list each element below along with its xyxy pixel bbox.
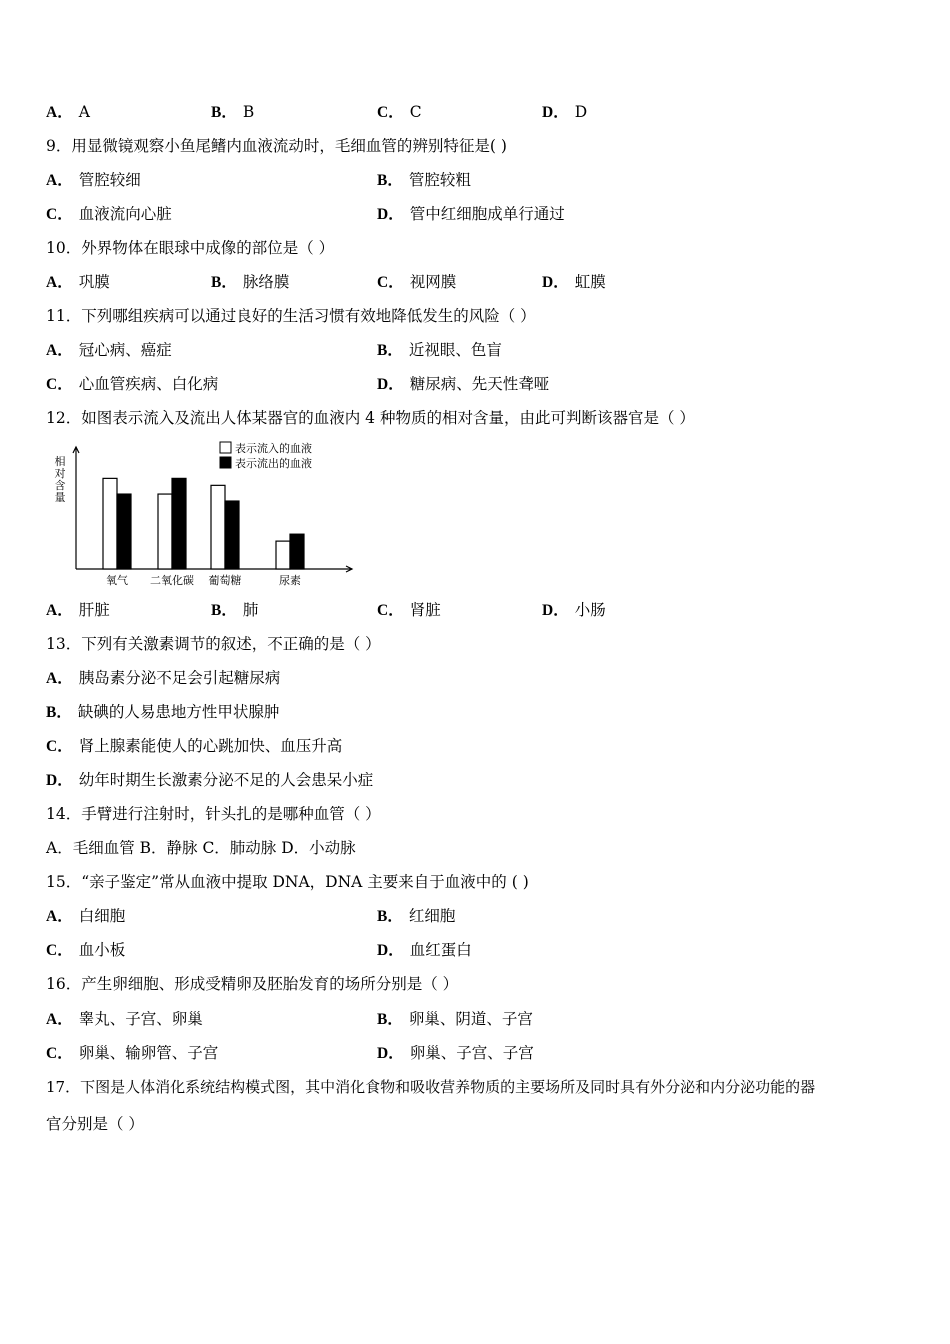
q11-option-c: C． 心血管疾病、白化病 <box>46 375 219 393</box>
bar <box>276 541 290 569</box>
q8-option-b: B． B <box>211 103 255 121</box>
q10-option-b: B． 脉络膜 <box>211 273 290 291</box>
q16-option-d: D． 卵巢、子宫、子宫 <box>377 1044 534 1062</box>
x-tick-label: 二氧化碳 <box>150 574 194 587</box>
q12-option-d: D． 小肠 <box>542 601 606 619</box>
q12-option-a: A． 肝脏 <box>46 601 110 619</box>
q15-option-b: B． 红细胞 <box>377 907 456 925</box>
q13-option-b: B． 缺碘的人易患地方性甲状腺肿 <box>46 703 280 721</box>
q10-option-c: C． 视网膜 <box>377 273 457 291</box>
bar <box>172 478 186 569</box>
q13-stem: 13．下列有关激素调节的叙述，不正确的是（ ） <box>46 635 381 653</box>
q10-option-a: A． 巩膜 <box>46 273 110 291</box>
q9-option-d: D． 管中红细胞成单行通过 <box>377 205 565 223</box>
q8-option-a: A． A <box>46 103 90 121</box>
q9-option-b: B． 管腔较粗 <box>377 171 471 189</box>
q13-option-d: D． 幼年时期生长激素分泌不足的人会患呆小症 <box>46 771 374 789</box>
bar <box>103 478 117 569</box>
x-tick-label: 氧气 <box>106 574 128 587</box>
bar <box>290 534 304 569</box>
bar <box>225 501 239 569</box>
q12-bar-chart <box>44 437 359 587</box>
x-tick-label: 尿素 <box>279 574 301 587</box>
x-tick-label: 葡萄糖 <box>208 574 242 587</box>
q16-option-c: C． 卵巢、输卵管、子宫 <box>46 1044 219 1062</box>
y-axis-label-char: 对 <box>54 467 66 480</box>
legend-label: 表示流出的血液 <box>235 457 312 470</box>
q12-stem: 12．如图表示流入及流出人体某器官的血液内 4 种物质的相对含量，由此可判断该器官是（ ） <box>46 409 695 427</box>
q8-option-c: C． C <box>377 103 422 121</box>
q15-option-d: D． 血红蛋白 <box>377 941 472 959</box>
q9-stem: 9．用显微镜观察小鱼尾鳍内血液流动时，毛细血管的辨别特征是( ) <box>46 137 507 155</box>
bar <box>158 494 172 569</box>
legend-label: 表示流入的血液 <box>235 442 312 455</box>
q14-stem: 14．手臂进行注射时，针头扎的是哪种血管（ ） <box>46 805 381 823</box>
legend-swatch <box>220 442 231 453</box>
bar <box>117 494 131 569</box>
q11-option-a: A． 冠心病、癌症 <box>46 341 172 359</box>
q13-option-a: A． 胰岛素分泌不足会引起糖尿病 <box>46 669 281 687</box>
q12-option-b: B． 肺 <box>211 601 259 619</box>
legend-swatch <box>220 457 231 468</box>
y-axis-label-char: 含 <box>54 479 66 492</box>
q8-option-d: D． D <box>542 103 588 121</box>
q15-stem: 15．“亲子鉴定”常从血液中提取 DNA，DNA 主要来自于血液中的 ( ) <box>46 873 529 891</box>
q11-option-b: B． 近视眼、色盲 <box>377 341 502 359</box>
q15-option-c: C． 血小板 <box>46 941 126 959</box>
q10-option-d: D． 虹膜 <box>542 273 606 291</box>
q16-stem: 16．产生卵细胞、形成受精卵及胚胎发育的场所分别是（ ） <box>46 975 459 993</box>
q17-stem-line-2: 官分别是（ ） <box>46 1115 144 1133</box>
bar <box>211 485 225 569</box>
q14-options: A．毛细血管 B．静脉 C．肺动脉 D．小动脉 <box>46 839 356 857</box>
y-axis-label-char: 量 <box>54 491 66 504</box>
q11-option-d: D． 糖尿病、先天性聋哑 <box>377 375 550 393</box>
q16-option-b: B． 卵巢、阴道、子宫 <box>377 1010 533 1028</box>
q12-option-c: C． 肾脏 <box>377 601 441 619</box>
y-axis-label-char: 相 <box>54 455 66 468</box>
q9-option-a: A． 管腔较细 <box>46 171 141 189</box>
q17-stem-line-1: 17．下图是人体消化系统结构模式图，其中消化食物和吸收营养物质的主要场所及同时具有外分泌和内分泌功能的器 <box>46 1078 816 1096</box>
q16-option-a: A． 睾丸、子宫、卵巢 <box>46 1010 203 1028</box>
q10-stem: 10．外界物体在眼球中成像的部位是（ ） <box>46 239 335 257</box>
q15-option-a: A． 白细胞 <box>46 907 126 925</box>
q13-option-c: C． 肾上腺素能使人的心跳加快、血压升高 <box>46 737 343 755</box>
q9-option-c: C． 血液流向心脏 <box>46 205 172 223</box>
q11-stem: 11．下列哪组疾病可以通过良好的生活习惯有效地降低发生的风险（ ） <box>46 307 536 325</box>
